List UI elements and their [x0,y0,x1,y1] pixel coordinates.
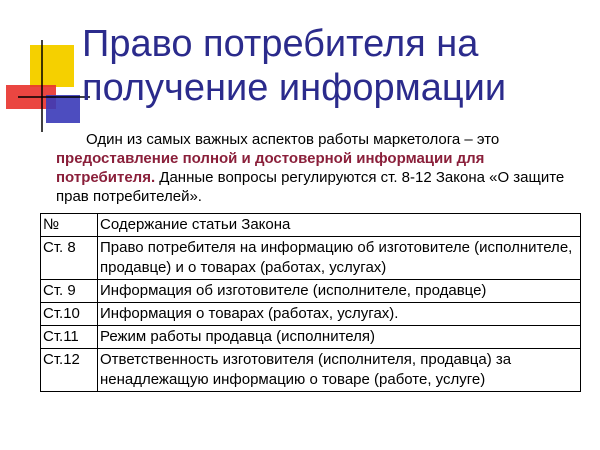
intro-highlight: предоставление полной и достоверной информации для потребителя. [56,150,485,186]
article-number-cell: Ст.11 [41,326,98,349]
table-row [41,280,581,303]
article-number-cell: Ст.10 [41,303,98,326]
article-content-cell: Режим работы продавца (исполнителя) [98,326,581,349]
decorative-squares-graphic [0,0,90,140]
intro-paragraph [56,130,576,206]
article-content-cell: Информация об изготовителе (исполнителе, продавце) [98,280,581,303]
header-content-cell: Содержание статьи Закона [98,214,581,237]
article-content-cell: Ответственность изготовителя (исполнителя, продавца) за ненадлежащую информацию о товаре (работе, услуге) [98,349,581,392]
table-row [41,349,581,392]
table-row [41,326,581,349]
slide-title: Право потребителя на получение информации [82,23,507,109]
deco-yellow-square [30,45,74,87]
article-content-cell: Право потребителя на информацию об изготовителе (исполнителе, продавце) и о товарах (работах, услугах) [98,237,581,280]
header-num-cell: № [41,214,98,237]
table-row [41,237,581,280]
article-content-cell: Информация о товарах (работах, услугах). [98,303,581,326]
intro-text-start: Один из самых важных аспектов работы маркетолога – это [86,131,500,148]
law-articles-table [40,213,581,392]
intro-text-end: Данные вопросы регулируются ст. 8-12 Закона «О защите прав потребителей». [56,169,565,205]
table-header-row [41,214,581,237]
article-number-cell: Ст. 8 [41,237,98,280]
table-row [41,303,581,326]
deco-blue-square [46,95,80,123]
article-number-cell: Ст. 9 [41,280,98,303]
article-number-cell: Ст.12 [41,349,98,392]
